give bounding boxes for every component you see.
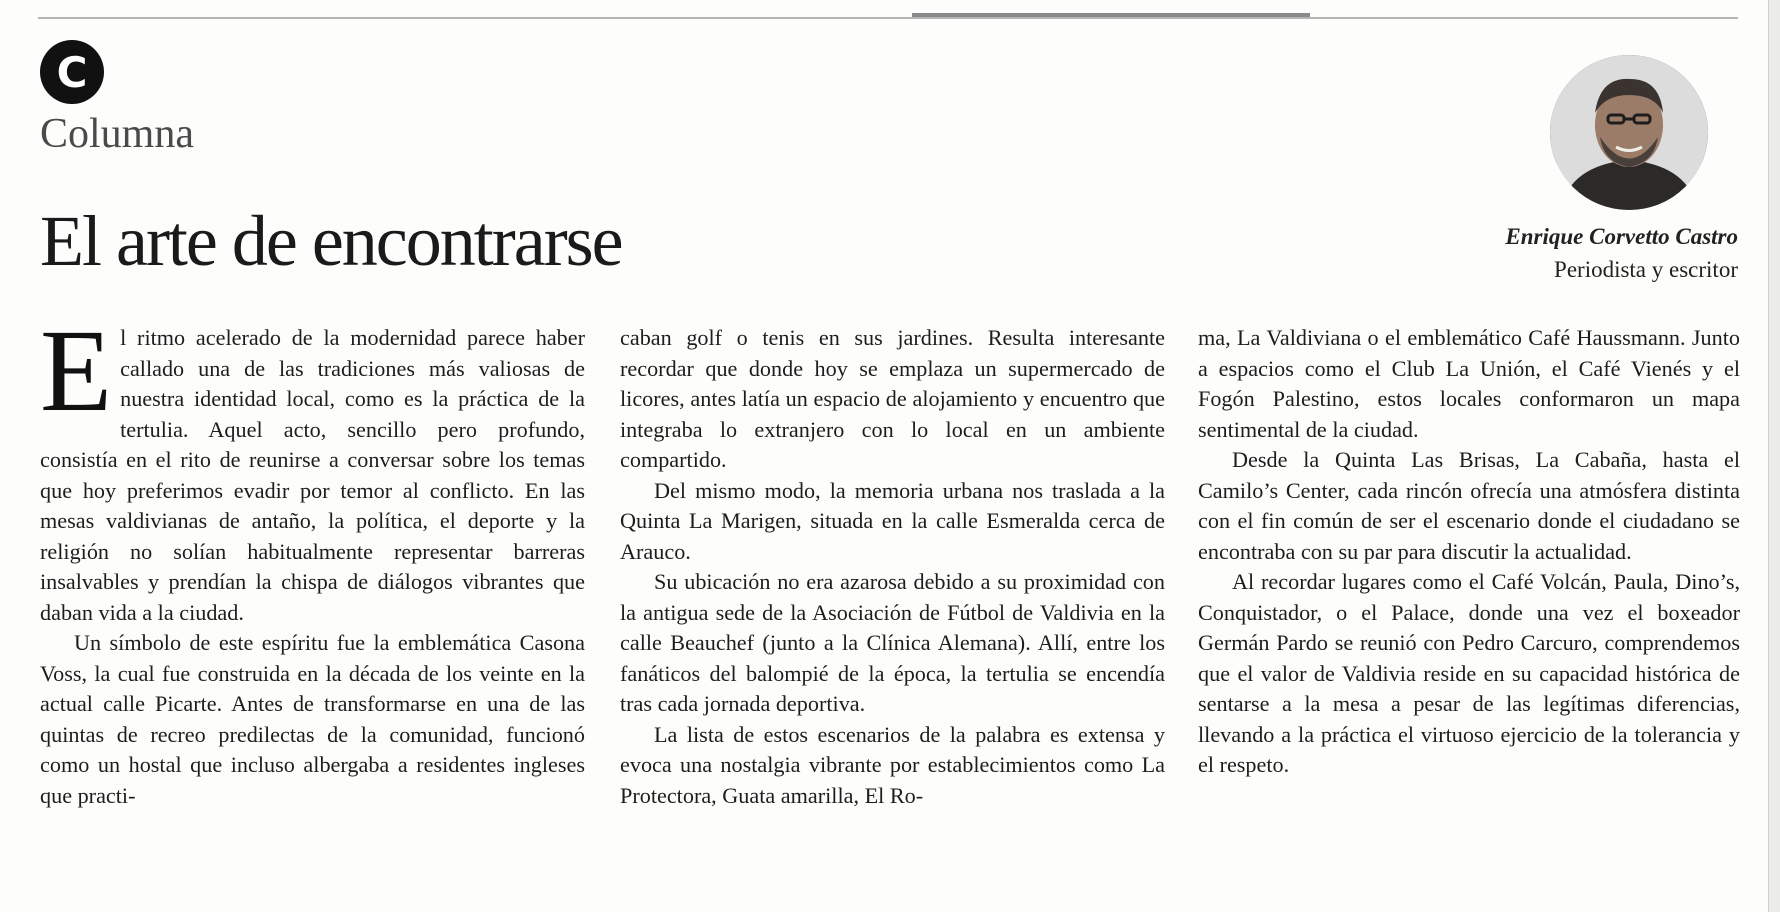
article-column-1 (40, 305, 585, 811)
section-name: Columna (40, 111, 194, 157)
article-column-2 (620, 323, 1165, 811)
paragraph: caban golf o tenis en sus jardines. Resulta interesante recordar que donde hoy se emplaza un supermercado de licores, antes latía un espacio de alojamiento y encuentro que integraba lo extranjero con lo local en un ambiente compartido. (620, 325, 1165, 472)
paragraph-text: l ritmo acelerado de la modernidad parece haber callado una de las tradiciones más valiosas de nuestra identidad local, como es la práctica de la tertulia. Aquel acto, sencillo pero profundo, consistía en el rito de reunirse a conversar sobre los temas que hoy preferimos evadir por temor al conflicto. En las mesas valdivianas de antaño, la política, el deporte y la religión no solían habitualmente representar barreras insalvables y prendían la chispa de diálogos vibrantes que daban vida a la ciudad. (40, 325, 585, 625)
author-role: Periodista y escritor (1554, 257, 1738, 282)
paragraph: La lista de estos escenarios de la palabra es extensa y evoca una nostalgia vibrante por establecimientos como La Protectora, Guata amarilla, El Ro- (620, 721, 1165, 808)
paragraph: Un símbolo de este espíritu fue la emblemática Casona Voss, la cual fue construida en la década de los veinte en la actual calle Picarte. Antes de transformarse en una de las quintas de recreo predilectas de la comunidad, funcionó como un hostal que incluso albergaba a residentes ingleses que practi- (40, 630, 585, 808)
top-rule-accent (912, 13, 1310, 17)
paragraph: Al recordar lugares como el Café Volcán, Paula, Dino’s, Conquistador, o el Palace, donde una vez el boxeador Germán Pardo se reunió con Pedro Carcuro, comprendemos que el valor de Valdivia reside en su capacidad histórica de sentarse a la mesa a pesar de las legítimas diferencias, llevando a la práctica el virtuoso ejercicio de la tolerancia y el respeto. (1198, 569, 1740, 777)
article-headline: El arte de encontrarse (40, 201, 622, 281)
drop-cap: E (40, 305, 113, 436)
section-badge: C (40, 40, 104, 104)
author-photo (1550, 55, 1708, 210)
author-name: Enrique Corvetto Castro (1505, 224, 1738, 249)
page-edge (1768, 0, 1780, 912)
author-portrait-icon (1550, 55, 1708, 210)
paragraph: ma, La Valdiviana o el emblemático Café Haussmann. Junto a espacios como el Club La Unión, el Café Vienés y el Fogón Palestino, estos locales conformaron un mapa sentimental de la ciudad. (1198, 325, 1740, 442)
paragraph: Del mismo modo, la memoria urbana nos traslada a la Quinta La Marigen, situada en la calle Esmeralda cerca de Arauco. (620, 477, 1165, 564)
paragraph: Desde la Quinta Las Brisas, La Cabaña, hasta el Camilo’s Center, cada rincón ofrecía una atmósfera distinta con el fin común de ser el escenario donde el ciudadano se encontraba con su par para discutir la actualidad. (1198, 447, 1740, 564)
article-column-3 (1198, 323, 1740, 781)
top-rule (38, 17, 1738, 19)
paragraph (40, 305, 585, 628)
paragraph: Su ubicación no era azarosa debido a su proximidad con la antigua sede de la Asociación de Fútbol de Valdivia en la calle Beauchef (junto a la Clínica Alemana). Allí, entre los fanáticos del balompié de la época, la tertulia se encendía tras cada jornada deportiva. (620, 569, 1165, 716)
